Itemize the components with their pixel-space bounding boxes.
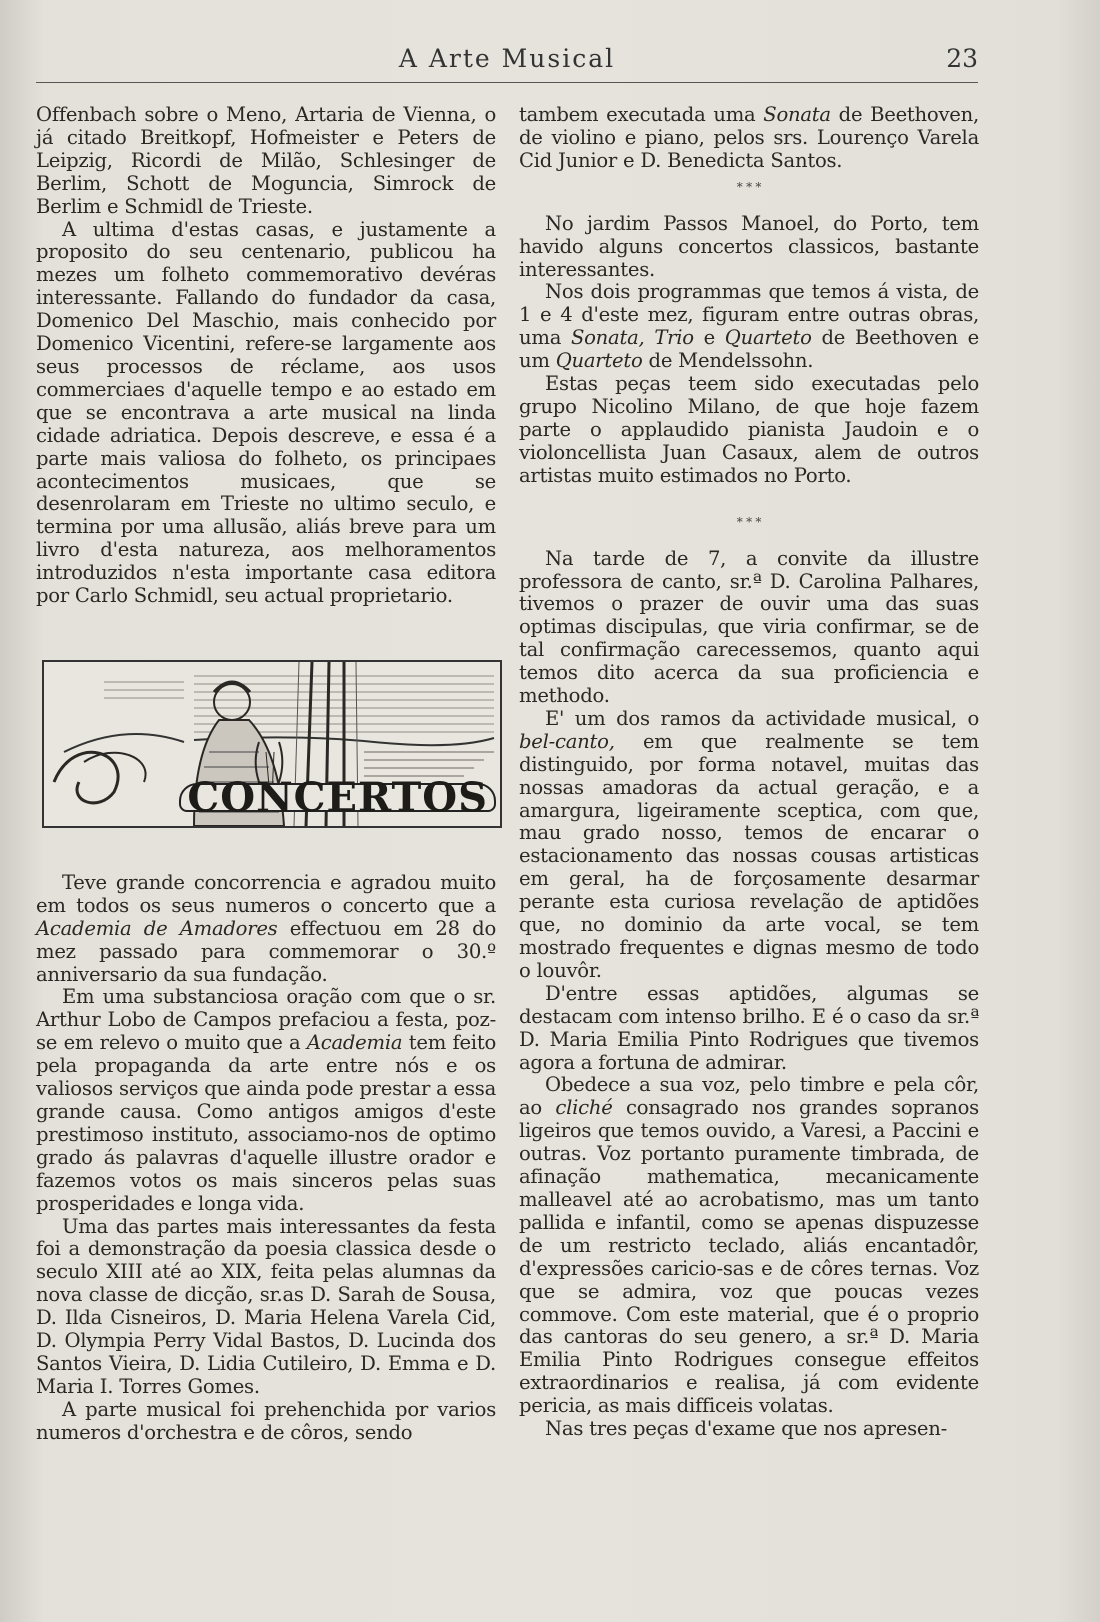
paragraph: Nas tres peças d'exame que nos apresen- <box>545 1417 947 1441</box>
banner-label: CONCERTOS <box>179 783 496 812</box>
paragraph: A ultima d'estas casas, e justamente a proposito do seu centenario, publicou ha mezes um folheto commemorativo devéras interessante. Fallando do fundador da casa, Domenico Del Maschio, mais conhecido por Domenico Vicentini, refere-se largamente aos seus processos de réclame, aos usos commerciaes d'aquelle tempo e ao estado em que se encontrava a arte musical na linda cidade adriatica. Depois descreve, e essa é a parte mais valiosa do folheto, os principaes acontecimentos musicaes, que se desenrolaram em Trieste no ultimo seculo, e termina por uma allusão, aliás breve para um livro d'esta natureza, aos melhoramentos introduzidos n'esta importante casa editora por Carlo Schmidl, seu actual proprietario. <box>36 217 496 608</box>
paragraph: Offenbach sobre o Meno, Artaria de Vienna, o já citado Breitkopf, Hofmeister e Peters de Leipzig, Ricordi de Milão, Schlesinger de Berlim, Schott de Moguncia, Simrock de Berlim e Schmidl de Trieste. <box>36 103 496 218</box>
paragraph: Na tarde de 7, a convite da illustre professora de canto, sr.ª D. Carolina Palhares, tivemos o prazer de ouvir uma das suas optimas discipulas, que viria confirmar, se de tal confirmação carecessemos, quanto aqui temos dito acerca da sua proficiencia e methodo. <box>519 546 979 708</box>
concertos-banner-illustration <box>42 660 502 828</box>
paragraph: Teve grande concorrencia e agradou muito em todos os seus numeros o concerto que a Academia de Amadores effectuou em 28 do mez passado para commemorar o 30.º anniversario da sua fundação. <box>36 870 496 986</box>
section-separator-stars: * * * <box>736 179 762 194</box>
running-header <box>36 40 978 80</box>
paragraph: A parte musical foi prehenchida por varios numeros d'orchestra e de côros, sendo <box>36 1397 496 1444</box>
paragraph: Estas peças teem sido executadas pelo grupo Nicolino Milano, de que hoje fazem parte o applaudido pianista Jaudoin e o violoncellista Juan Casaux, alem de outros artistas muito estimados no Porto. <box>519 372 979 487</box>
left-column <box>36 104 496 1445</box>
paragraph: Uma das partes mais interessantes da festa foi a demonstração da poesia classica desde o seculo XIII até ao XIX, feita pelas alumnas da nova classe de dicção, sr.as D. Sarah de Sousa, D. Ilda Cisneiros, D. Maria Helena Varela Cid, D. Olympia Perry Vidal Bastos, D. Lucinda dos Santos Vieira, D. Lidia Cutileiro, D. Emma e D. Maria I. Torres Gomes. <box>36 1214 496 1398</box>
right-column <box>519 104 979 1441</box>
journal-title: A Arte Musical <box>398 44 616 73</box>
paragraph: Obedece a sua voz, pelo timbre e pela côr, ao cliché consagrado nos grandes sopranos ligeiros que temos ouvido, a Varesi, a Paccini e outras. Voz portanto puramente timbrada, de afinação mathematica, mecanicamente malleavel até ao acrobatismo, mas um tanto pallida e infantil, como se apenas dispuzesse de um restricto teclado, aliás encantadôr, d'expressões caricio-sas e de côres ternas. Voz que se admira, voz que poucas vezes commove. Com este material, que é o proprio das cantoras do seu genero, a sr.ª D. Maria Emilia Pinto Rodrigues consegue effeitos extraordinarios e realisa, já com evidente pericia, as mais difficeis volatas. <box>519 1073 979 1418</box>
page-number: 23 <box>946 44 978 73</box>
paragraph: E' um dos ramos da actividade musical, o bel-canto, em que realmente se tem distinguido, por forma notavel, muitas das nossas amadoras da actual geração, e a amargura, ligeiramente sceptica, com que, mau grado nosso, temos de encarar o estacionamento das nossas cousas artisticas em geral, ha de forçosamente desarmar perante esta curiosa revelação de aptidões que, no dominio da arte vocal, se tem mostrado frequentes e dignas mesmo de todo o louvôr. <box>519 706 979 982</box>
header-rule <box>36 82 978 83</box>
paragraph: D'entre essas aptidões, algumas se destacam com intenso brilho. E é o caso da sr.ª D. Maria Emilia Pinto Rodrigues que tivemos agora a fortuna de admirar. <box>519 981 979 1074</box>
paragraph: No jardim Passos Manoel, do Porto, tem havido alguns concertos classicos, bastante interessantes. <box>519 211 979 281</box>
paragraph: tambem executada uma Sonata de Beethoven, de violino e piano, pelos srs. Lourenço Varela Cid Junior e D. Benedicta Santos. <box>519 103 979 172</box>
paragraph: Em uma substanciosa oração com que o sr. Arthur Lobo de Campos prefaciou a festa, poz-se em relevo o muito que a Academia tem feito pela propaganda da arte entre nós e os valiosos serviços que ainda pode prestar a essa grande causa. Como antigos amigos d'este prestimoso instituto, associamo-nos de optimo grado ás palavras d'aquelle illustre orador e fazemos votos os mais sinceros pelas suas prosperidades e longa vida. <box>36 985 496 1215</box>
section-separator-stars: * * * <box>736 514 762 529</box>
paragraph: Nos dois programmas que temos á vista, de 1 e 4 d'este mez, figuram entre outras obras, uma Sonata, Trio e Quarteto de Beethoven e um Quarteto de Mendelssohn. <box>519 280 980 373</box>
